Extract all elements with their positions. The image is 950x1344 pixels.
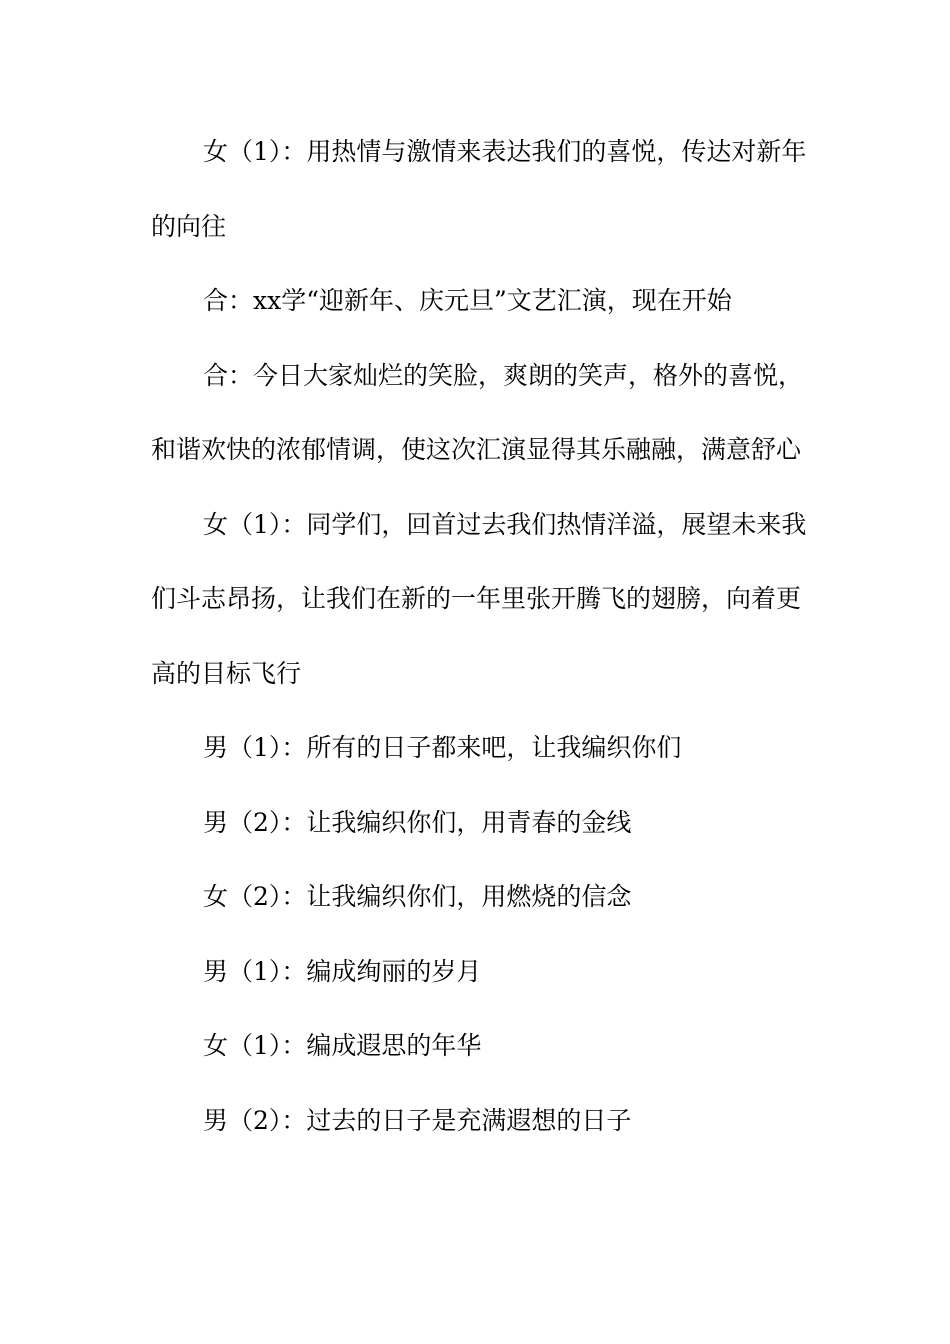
paragraph-3: 合：今日大家灿烂的笑脸，爽朗的笑声，格外的喜悦，和谐欢快的浓郁情调，使这次汇演显得其乐融融，满意舒心 xyxy=(151,360,804,464)
paragraph-7: 女（2）：让我编织你们，用燃烧的信念 xyxy=(203,882,632,911)
paragraph-1: 女（1）：用热情与激情来表达我们的喜悦，传达对新年的向往 xyxy=(151,137,807,241)
paragraph-10: 男（2）：过去的日子是充满遐想的日子 xyxy=(203,1105,632,1135)
paragraph-6: 男（2）：让我编织你们，用青春的金线 xyxy=(203,807,632,837)
paragraph-9: 女（1）：编成遐思的年华 xyxy=(203,1031,482,1060)
paragraph-4: 女（1）：同学们，回首过去我们热情洋溢，展望未来我们斗志昂扬，让我们在新的一年里张开腾飞的翅膀，向着更高的目标飞行 xyxy=(151,509,807,688)
paragraph-8: 男（1）：编成绚丽的岁月 xyxy=(203,956,482,986)
paragraph-2: 合：xx学“迎新年、庆元旦”文艺汇演，现在开始 xyxy=(203,286,732,315)
paragraph-5: 男（1）：所有的日子都来吧，让我编织你们 xyxy=(203,733,682,762)
